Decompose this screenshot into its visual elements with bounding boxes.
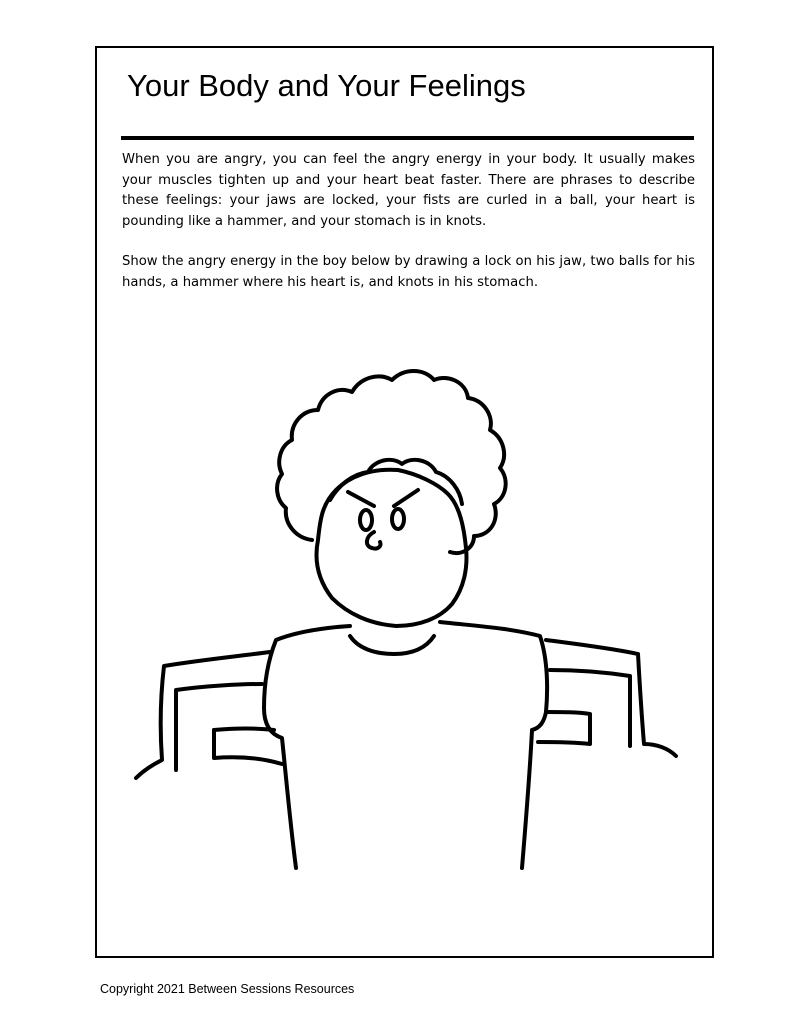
left-eyebrow xyxy=(348,492,374,506)
collar xyxy=(350,636,434,654)
shirt-outline xyxy=(264,626,350,868)
hair-curls xyxy=(330,460,462,504)
left-hand xyxy=(214,730,282,764)
left-hand-top xyxy=(214,729,274,731)
intro-paragraph: When you are angry, you can feel the angry energy in your body. It usually makes your muscles tighten up and your heart beat faster. There are phrases to describe these feelings: your jaws are locked, your fists are curled in a ball, your heart is pounding like a hammer, and your stomach is in knots. xyxy=(122,152,695,229)
activity-paragraph: Show the angry energy in the boy below by drawing a lock on his jaw, two balls for his hands, a hammer where his heart is, and knots in his stomach. xyxy=(122,254,695,290)
right-eyebrow xyxy=(394,490,418,506)
nose xyxy=(367,532,381,549)
shirt-outline-right xyxy=(440,622,547,868)
right-eye xyxy=(392,509,404,529)
right-arm xyxy=(546,640,676,756)
page-title: Your Body and Your Feelings xyxy=(127,68,526,103)
copyright-notice: Copyright 2021 Between Sessions Resources xyxy=(100,982,355,996)
face-outline xyxy=(317,470,467,626)
left-eye xyxy=(360,510,372,530)
